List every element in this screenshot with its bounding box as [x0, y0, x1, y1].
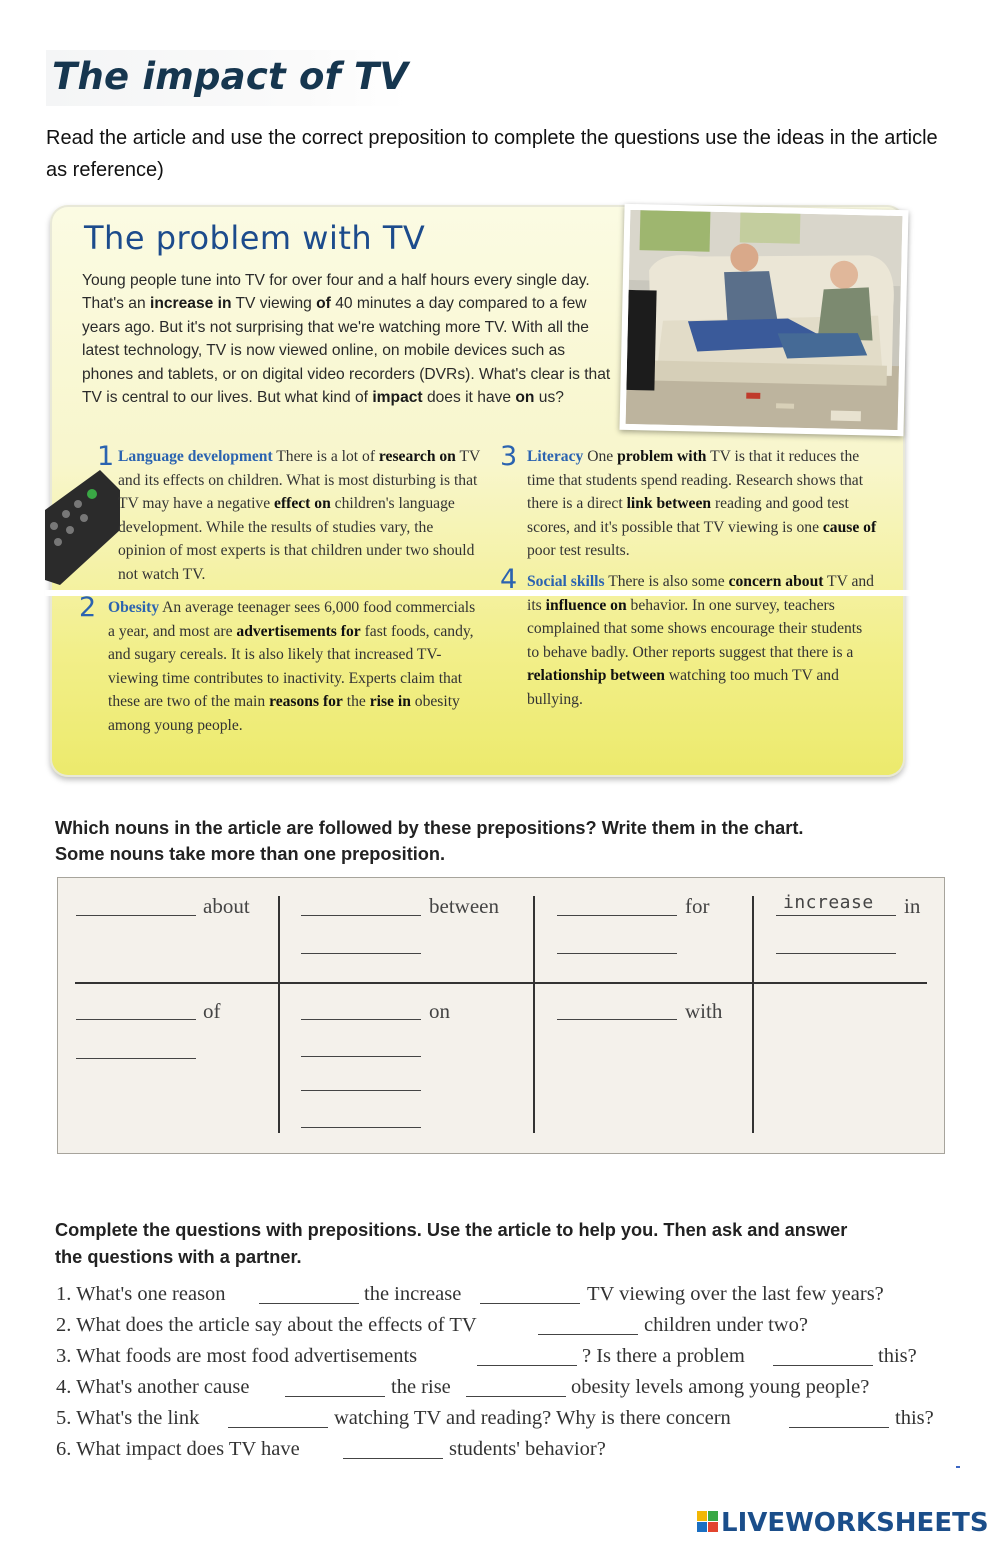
section-1-heading: Language development [118, 448, 273, 465]
chart-instruction-line-1: Which nouns in the article are followed by these prepositions? Write them in the chart. [55, 818, 804, 838]
question-text: 1. What's one reason [56, 1283, 226, 1305]
questions-instruction-line-2: the questions with a partner. [55, 1247, 302, 1267]
chart-divider [278, 983, 280, 1133]
answer-blank-on-2[interactable] [301, 1056, 421, 1057]
preposition-chart [57, 877, 945, 1154]
kids-on-sofa-image [626, 210, 903, 430]
question-text: TV viewing over the last few years? [587, 1283, 884, 1305]
liveworksheets-logo-text: LIVEWORKSHEETS [721, 1508, 989, 1538]
answer-blank-for-2[interactable] [557, 953, 677, 954]
question-text: 3. What foods are most food advertisements [56, 1345, 418, 1367]
answer-blank-q2-a[interactable] [538, 1316, 638, 1335]
question-text: 2. What does the article say about the effects of TV [56, 1314, 477, 1336]
prep-between: between [429, 894, 499, 918]
answer-blank-q5-a[interactable] [228, 1409, 328, 1428]
question-text: the increase [364, 1283, 462, 1305]
chart-divider [752, 983, 754, 1133]
answer-blank-q3-a[interactable] [477, 1347, 577, 1366]
answer-blank-about-1[interactable] [76, 915, 196, 916]
answer-blank-q1-b[interactable] [480, 1285, 580, 1304]
answer-blank-for-1[interactable] [557, 915, 677, 916]
section-2-number: 2 [79, 592, 97, 623]
page-instruction: Read the article and use the correct preposition to complete the questions use the ideas in the article as reference) [46, 127, 938, 181]
question-3 [56, 1345, 956, 1376]
chart-divider [752, 896, 754, 986]
answer-blank-on-3[interactable] [301, 1090, 421, 1091]
prep-of: of [203, 999, 221, 1023]
logo-square [697, 1522, 707, 1532]
article-title: The problem with TV [84, 219, 426, 257]
prep-for: for [685, 894, 710, 918]
question-text: watching TV and reading? Why is there concern [334, 1407, 731, 1429]
article-intro: Young people tune into TV for over four and a half hours every single day. That's an increase in TV viewing of 40 minutes a day compared to a few years ago. But it's not surprising that we're watching more TV. With all the latest technology, TV is now viewed online, on mobile devices such as phones and tablets, or on digital video recorders (DVRs). What's clear is that TV is central to our lives. But what kind of impact does it have on us? [82, 272, 611, 407]
question-text: this? [895, 1407, 934, 1429]
question-1 [56, 1283, 956, 1314]
logo-square [708, 1511, 718, 1521]
answer-blank-in-2[interactable] [776, 953, 896, 954]
answer-blank-with-1[interactable] [557, 1019, 677, 1020]
example-answer-increase: increase [783, 892, 874, 913]
logo-square [708, 1522, 718, 1532]
prep-about: about [203, 894, 250, 918]
section-language-development [118, 445, 480, 587]
question-4 [56, 1376, 956, 1407]
section-4-heading: Social skills [527, 573, 605, 590]
page-title: The impact of TV [52, 55, 409, 98]
section-4-number: 4 [500, 564, 518, 595]
questions-list [56, 1283, 956, 1469]
stray-mark [956, 1466, 960, 1468]
chart-row-divider [75, 982, 927, 984]
answer-blank-in-1[interactable] [776, 915, 896, 916]
prep-in: in [904, 894, 921, 918]
section-obesity [108, 596, 482, 738]
liveworksheets-logo[interactable] [697, 1508, 989, 1538]
answer-blank-q6-a[interactable] [343, 1440, 443, 1459]
article-photo [619, 204, 908, 436]
answer-blank-q1-a[interactable] [259, 1285, 359, 1304]
chart-divider [278, 896, 280, 986]
answer-blank-of-1[interactable] [76, 1019, 196, 1020]
section-literacy [527, 445, 879, 563]
prep-on: on [429, 999, 450, 1023]
section-4-body: There is also some concern about TV and its influence on behavior. In one survey, teachers complained that some shows encourage their students to behave badly. Other reports suggest that there is a relationship between watching too much TV and bullying. [527, 573, 874, 708]
answer-blank-on-1[interactable] [301, 1019, 421, 1020]
question-6 [56, 1438, 956, 1469]
section-2-heading: Obesity [108, 599, 160, 616]
question-5 [56, 1407, 956, 1438]
section-1-body: There is a lot of research on TV and its effects on children. What is most disturbing is that TV may have a negative effect on children's language development. While the results of studies vary, the opinion of most experts is that children under two should not watch TV. [118, 448, 480, 583]
question-text: 6. What impact does TV have [56, 1438, 300, 1460]
question-text: ? Is there a problem [582, 1345, 745, 1367]
question-2 [56, 1314, 956, 1345]
question-text: this? [878, 1345, 917, 1367]
section-3-body: One problem with TV is that it reduces the time that students spend reading. Research shows that there is a direct link between reading and good test scores, and it's possible that TV viewing is one cause of poor test results. [527, 448, 877, 560]
chart-divider [533, 983, 535, 1133]
answer-blank-between-2[interactable] [301, 953, 421, 954]
section-social-skills [527, 570, 877, 712]
answer-blank-q4-a[interactable] [285, 1378, 385, 1397]
questions-instruction-line-1: Complete the questions with prepositions. Use the article to help you. Then ask and answer [55, 1220, 848, 1240]
remote-control-image [40, 470, 120, 585]
answer-blank-of-2[interactable] [76, 1058, 196, 1059]
question-text: the rise [391, 1376, 451, 1398]
answer-blank-between-1[interactable] [301, 915, 421, 916]
logo-square [697, 1511, 707, 1521]
answer-blank-q4-b[interactable] [466, 1378, 566, 1397]
section-1-number: 1 [97, 441, 115, 472]
section-2-body: An average teenager sees 6,000 food commercials a year, and most are advertisements for fast foods, candy, and sugary cereals. It is also likely that increased TV-viewing time contributes to inactivity. Experts claim that these are two of the main reasons for the rise in obesity among young people. [108, 599, 476, 734]
chart-instruction-line-2: Some nouns take more than one preposition. [55, 844, 446, 864]
question-text: obesity levels among young people? [571, 1376, 870, 1398]
question-text: students' behavior? [449, 1438, 606, 1460]
answer-blank-q3-b[interactable] [773, 1347, 873, 1366]
question-text: children under two? [644, 1314, 808, 1336]
question-text: 4. What's another cause [56, 1376, 250, 1398]
prep-with: with [685, 999, 723, 1023]
answer-blank-q5-b[interactable] [789, 1409, 889, 1428]
liveworksheets-logo-icon [697, 1511, 719, 1533]
section-3-heading: Literacy [527, 448, 584, 465]
chart-divider [533, 896, 535, 986]
section-3-number: 3 [500, 441, 518, 472]
answer-blank-on-4[interactable] [301, 1127, 421, 1128]
question-text: 5. What's the link [56, 1407, 200, 1429]
